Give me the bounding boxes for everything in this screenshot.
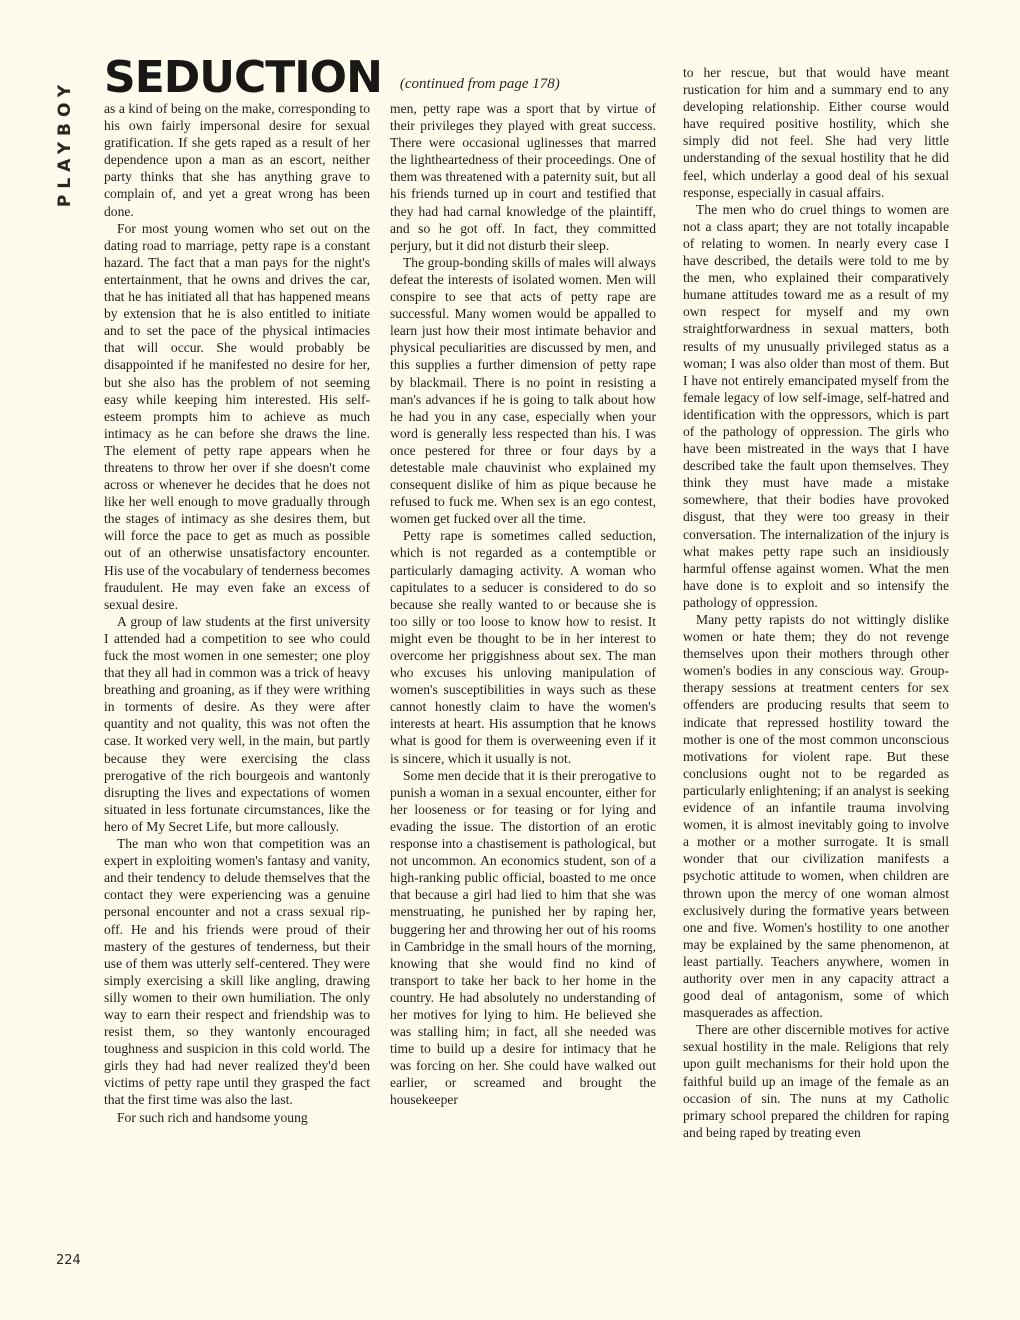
text-column-3: [683, 64, 949, 1141]
continued-note: (continued from page 178): [399, 76, 560, 92]
paragraph: A group of law students at the first university I attended had a competition to see who could fuck the most women in one semester; one ploy that they all had in common was a trick of heavy breathing and groaning, as if they were writhing in torments of desire. As they were after quantity and not quality, this was not often the case. It worked very well, in the main, but partly because they were exercising the class prerogative of the rich bourgeois and wantonly disrupting the lives and expectations of women situated in less fortunate circumstances, like the hero of My Secret Life, but more callously.: [104, 613, 370, 834]
paragraph: For such rich and handsome young: [117, 1109, 308, 1125]
magazine-name-vertical: [50, 58, 80, 228]
paragraph: Some men decide that it is their prerogative to punish a woman in a sexual encounter, either for her looseness or for teasing or for lying and evading the issue. The distortion of an erotic response into a chastisement is pathological, but not uncommon. An economics student, son of a high-ranking public official, boasted to me once that because a girl had lied to him that she was menstruating, he punished her by raping her, buggering her and throwing her out of his rooms in Cambridge in the small hours of the morning, knowing that she would find no kind of transport to take her back to her home in the country. He had absolutely no understanding of her motives for lying to him. He believed she was stalling him; in fact, all she needed was time to build up a desire for intimacy that he was forcing on her. She could have walked out earlier, or screamed and brought the housekeeper: [390, 767, 656, 1108]
paragraph: The men who do cruel things to women are not a class apart; they are not totally incapable of relating to women. In nearly every case I have described, the details were told to me by the men, who explained their comparatively humane attitudes toward me as a result of my own respect for myself and my own straightforwardness in sexual matters, both results of my unusually privileged status as a woman; I was also older than most of them. But I have not entirely emancipated myself from the female legacy of low self-image, self-hatred and identification with the oppressors, which is part of the pathology of oppression. The girls who have been mistreated in the ways that I have described take the fault upon themselves. They think they must have made a mistake somewhere, that their bodies have provoked disgust, that they were too greasy in their conversation. The internalization of the injury is what makes petty rape such an insidiously harmful offense against women. What the men have done is to exploit and so intensify the pathology of oppression.: [683, 201, 949, 610]
paragraph: to her rescue, but that would have meant rustication for him and a summary end to any developing relationship. Either course would have required positive hostility, which she simply did not feel. She had very little understanding of the sexual hostility that he did feel, which underlay a good deal of his sexual response, especially in casual affairs.: [683, 65, 949, 200]
paragraph: men, petty rape was a sport that by virtue of their privileges they played with great success. There were occasional uglinesses that marred the lightheartedness of their proceedings. One of them was threatened with a paternity suit, but all his friends turned up in court and testified that they had had carnal knowledge of the plaintiff, and so he got off. In fact, they committed perjury, but it did not disturb their sleep.: [390, 101, 656, 253]
text-column-1: [104, 100, 370, 1126]
text-column-2: [390, 100, 656, 1109]
paragraph: For most young women who set out on the dating road to marriage, petty rape is a constant hazard. The fact that a man pays for the night's entertainment, that he owns and drives the car, that he has initiated all that has happened means by extension that he is also entitled to initiate and to set the pace of the physical intimacies that will occur. She would probably be disappointed if he manifested no desire for her, but she also has the problem of not seeming easy while keeping him interested. His self-esteem prompts him to achieve as much intimacy as he can before she draws the line. The element of petty rape appears when he threatens to throw her over if she doesn't come across or whenever he decides that he does not like her well enough to move gradually through the stages of intimacy as she desires them, but will force the pace to get as much as possible out of an otherwise unsatisfactory encounter. His use of the vocabulary of tenderness becomes fraudulent. He may even fake an excess of sexual desire.: [104, 220, 370, 612]
paragraph: The group-bonding skills of males will always defeat the interests of isolated women. Men will conspire to see that acts of petty rape are successful. Many women would be appalled to learn just how their most intimate behavior and physical peculiarities are discussed by men, and this supplies a further dimension of petty rape by blackmail. There is no point in resisting a man's advances if he is going to talk about how he had you in any case, especially when your word is generally less respected than his. I was once pestered for three or four days by a detestable male chauvinist who explained my consequent dislike of him as pique because he refused to fuck me. When sex is an ego contest, women get fucked over all the time.: [390, 254, 656, 527]
paragraph: The man who won that competition was an expert in exploiting women's fantasy and vanity, and their tendency to delude themselves that the contact they were experiencing was a genuine personal encounter and not a crass sexual rip-off. He and his friends were proud of their mastery of the gestures of tenderness, but their use of them was utterly self-centered. They were simply exercising a skill like angling, drawing silly women to their own humiliation. The only way to earn their respect and friendship was to resist them, so they wantonly encouraged toughness and suspicion in this cold world. The girls they had had never realized they'd been victims of petty rape until they grasped the fact that the first time was also the last.: [104, 836, 370, 1108]
paragraph: There are other discernible motives for active sexual hostility in the male. Religions that rely upon guilt mechanisms for their hold upon the faithful build up an image of the female as an occasion of sin. The nuns at my Catholic primary school prepared the children for raping and being raped by treating even: [683, 1022, 949, 1140]
paragraph: Many petty rapists do not wittingly dislike women or hate them; they do not revenge themselves upon their mothers through other women's bodies in any conscious way. Group-therapy sessions at treatment centers for sex offenders are producing results that seem to indicate that repressed hostility toward the mother is one of the most common unconscious motivations for violent rape. But these conclusions ought not to be regarded as particularly enlightening; if an analyst is seeking evidence of an infantile trauma involving women, it is almost inevitably going to involve a mother or a mother surrogate. It is small wonder that our civilization manifests a psychotic attitude to women, when children are thrown upon the mercy of one woman almost exclusively during the formative years between one and five. Women's hostility to one another may be explained by the same phenomenon, at least partially. Teachers anywhere, women in authority over men in any capacity attract a good deal of antagonism, some of which masquerades as affection.: [683, 612, 949, 1021]
paragraph: as a kind of being on the make, corresponding to his own fairly impersonal desire for sexual gratification. If she gets raped as a result of her dependence upon a man as an escort, neither party thinks that she has anything grave to complain of, and yet a great wrong has been done.: [104, 101, 370, 219]
paragraph: Petty rape is sometimes called seduction, which is not regarded as a contemptible or particularly damaging activity. A woman who capitulates to a seducer is considered to do so because she really wanted to or because she is too silly or too loose to know how to resist. It might even be thought to be in her interest to overcome her priggishness about sex. The man who excuses his unloving manipulation of women's susceptibilities in ways such as these cannot honestly claim to have the women's interests at heart. His assumption that he knows what is good for them is overweening even if it is sincere, which it usually is not.: [390, 528, 656, 766]
page-number: 224: [56, 1253, 81, 1268]
magazine-name-label: PLAYBOY: [55, 78, 75, 208]
headline-title: SEDUCTION: [104, 52, 382, 103]
article-headline: [104, 52, 560, 103]
